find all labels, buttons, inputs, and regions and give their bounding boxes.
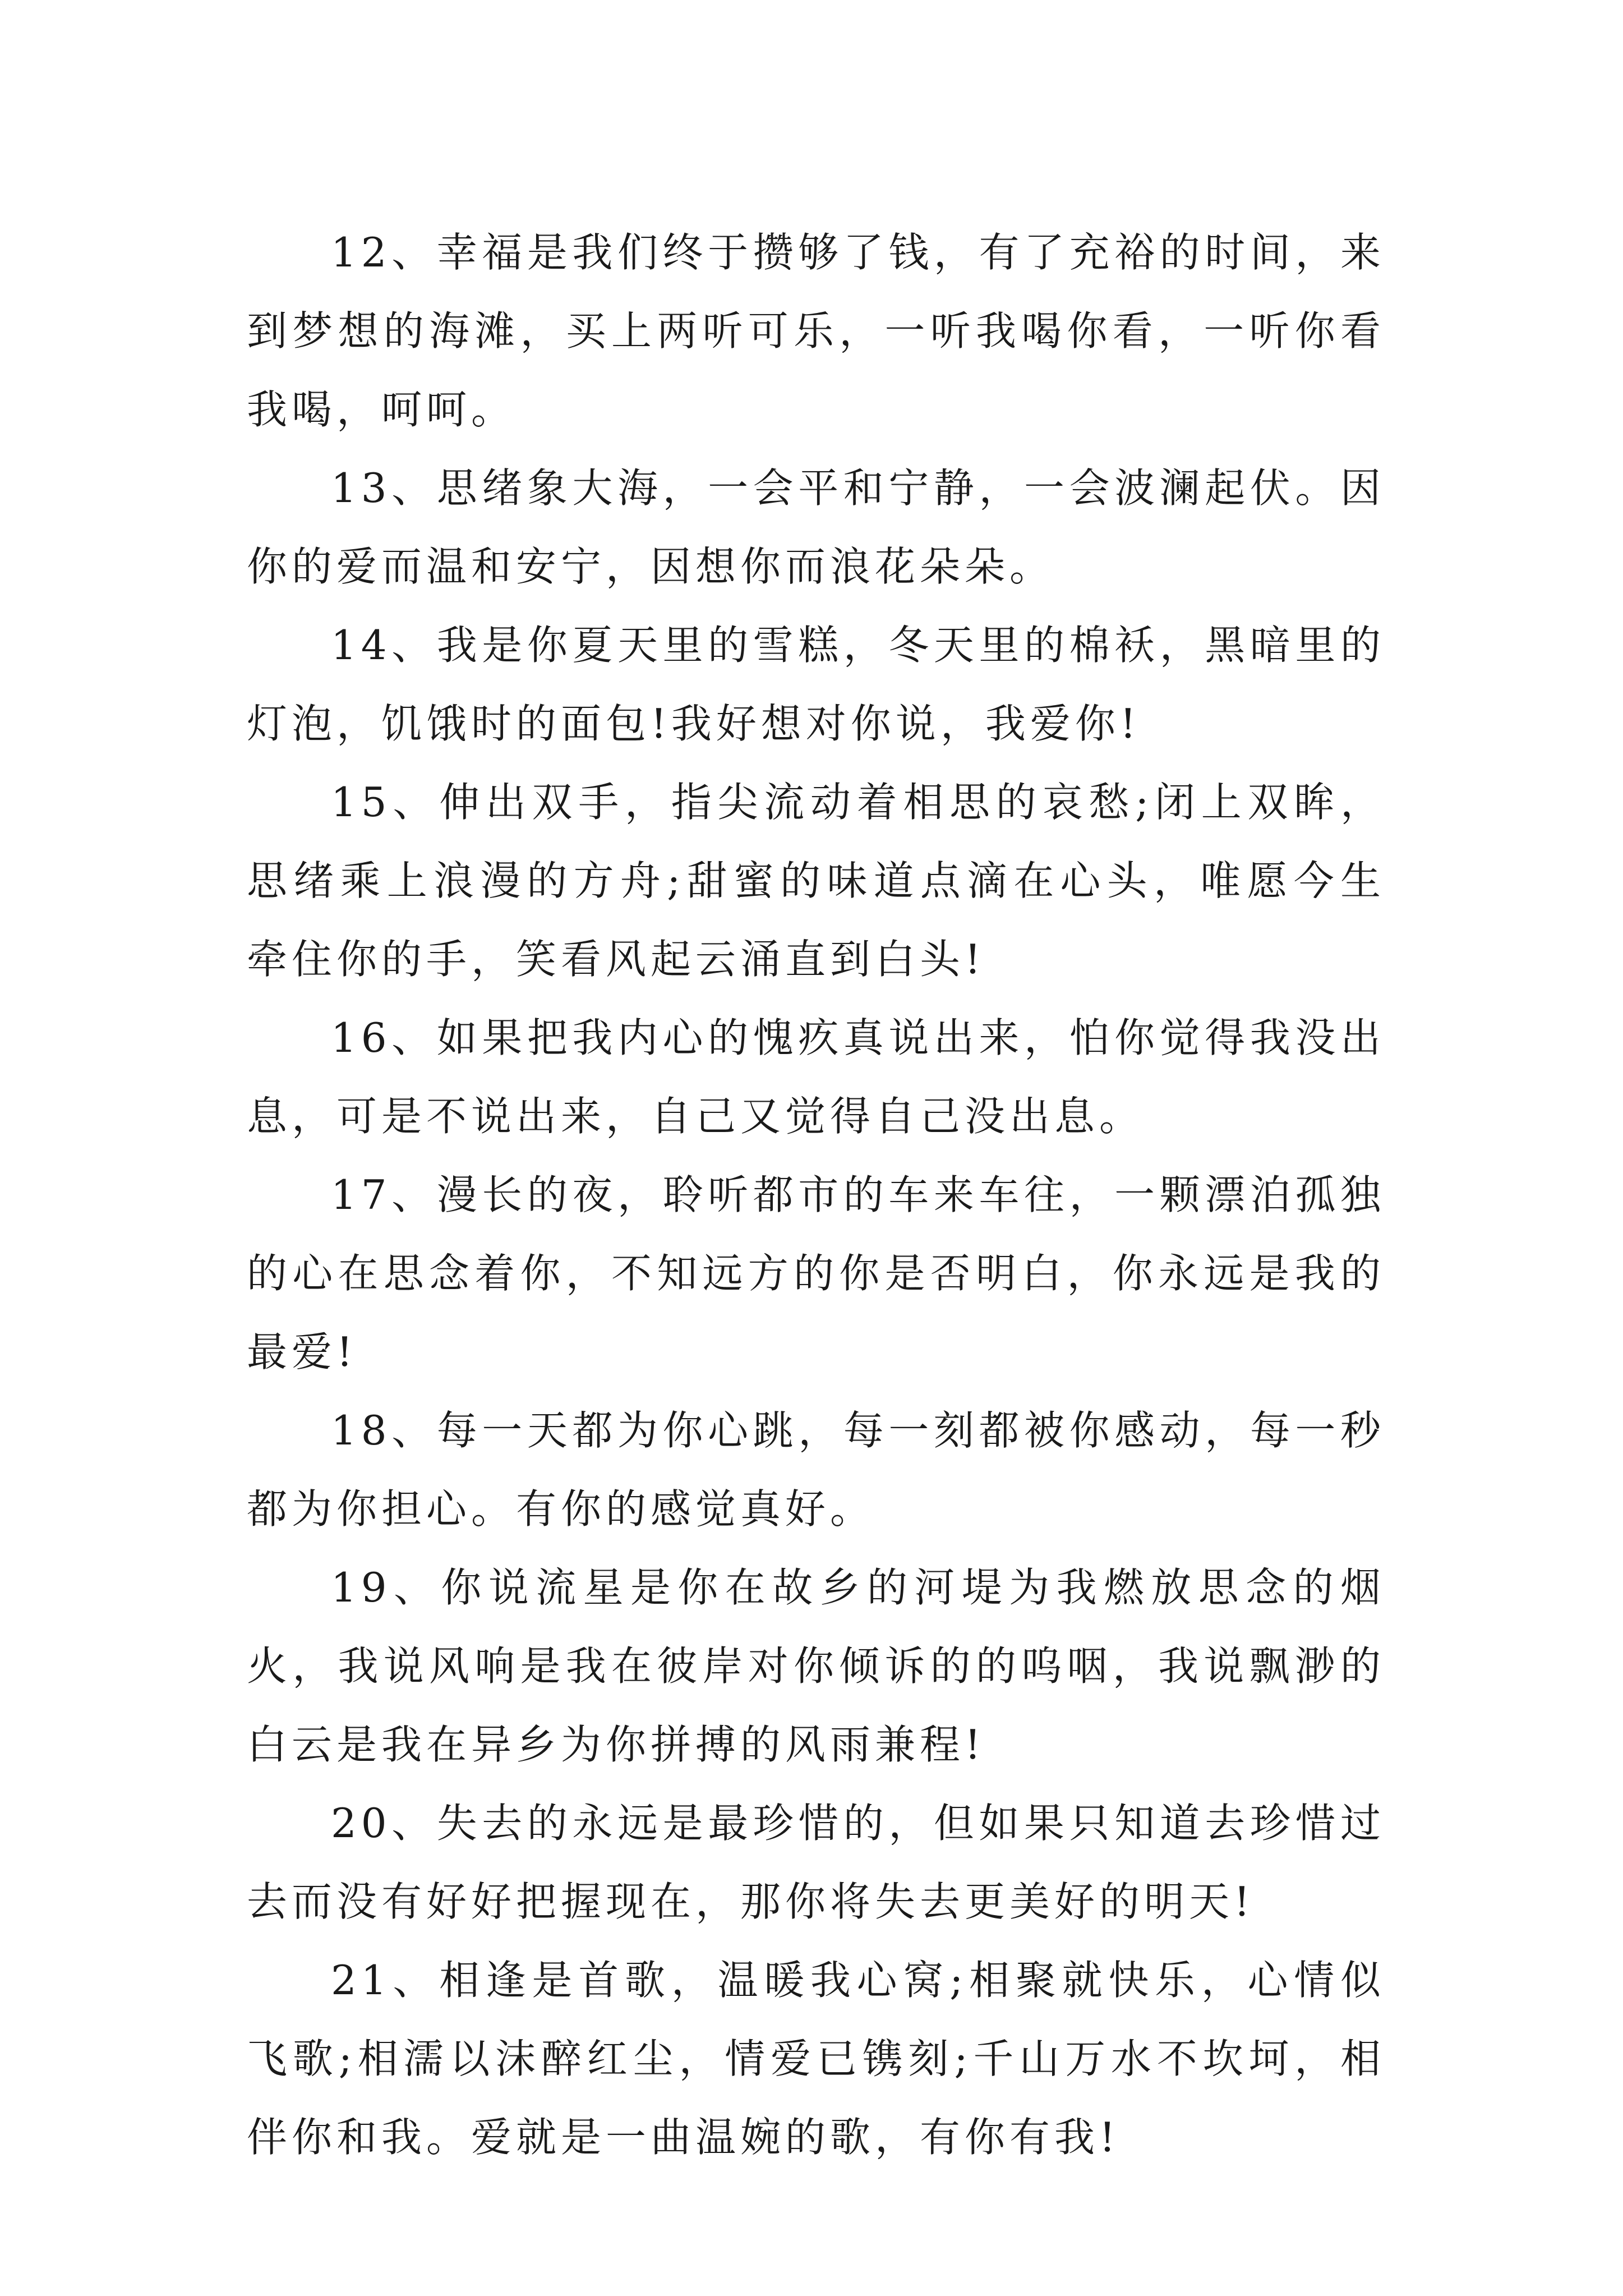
paragraph-18: 18、每一天都为你心跳，每一刻都被你感动，每一秒都为你担心。有你的感觉真好。	[247, 1407, 1385, 1533]
paragraph-16: 16、如果把我内心的愧疚真说出来，怕你觉得我没出息，可是不说出来，自己又觉得自己没出息。	[247, 1014, 1385, 1140]
paragraph-15: 15、伸出双手，指尖流动着相思的哀愁;闭上双眸，思绪乘上浪漫的方舟;甜蜜的味道点滴在心头，唯愿今生牵住你的手，笑看风起云涌直到白头!	[247, 779, 1385, 983]
paragraph-17: 17、漫长的夜，聆听都市的车来车往，一颗漂泊孤独的心在思念着你，不知远方的你是否明白，你永远是我的最爱!	[247, 1171, 1385, 1375]
paragraph-19: 19、你说流星是你在故乡的河堤为我燃放思念的烟火，我说风响是我在彼岸对你倾诉的的呜咽，我说飘渺的白云是我在异乡为你拼搏的风雨兼程!	[247, 1564, 1385, 1768]
paragraph-20: 20、失去的永远是最珍惜的，但如果只知道去珍惜过去而没有好好把握现在，那你将失去更美好的明天!	[247, 1800, 1385, 1925]
paragraph-21: 21、相逢是首歌，温暖我心窝;相聚就快乐，心情似飞歌;相濡以沫醉红尘，情爱已镌刻;千山万水不坎坷，相伴你和我。爱就是一曲温婉的歌，有你有我!	[247, 1957, 1385, 2161]
document-body	[247, 213, 1385, 2177]
paragraph-13: 13、思绪象大海，一会平和宁静，一会波澜起伏。因你的爱而温和安宁，因想你而浪花朵朵。	[247, 464, 1385, 590]
paragraph-12: 12、幸福是我们终于攒够了钱，有了充裕的时间，来到梦想的海滩，买上两听可乐，一听我喝你看，一听你看我喝，呵呵。	[247, 229, 1385, 433]
paragraph-14: 14、我是你夏天里的雪糕，冬天里的棉袄，黑暗里的灯泡，饥饿时的面包!我好想对你说，我爱你!	[247, 622, 1385, 747]
